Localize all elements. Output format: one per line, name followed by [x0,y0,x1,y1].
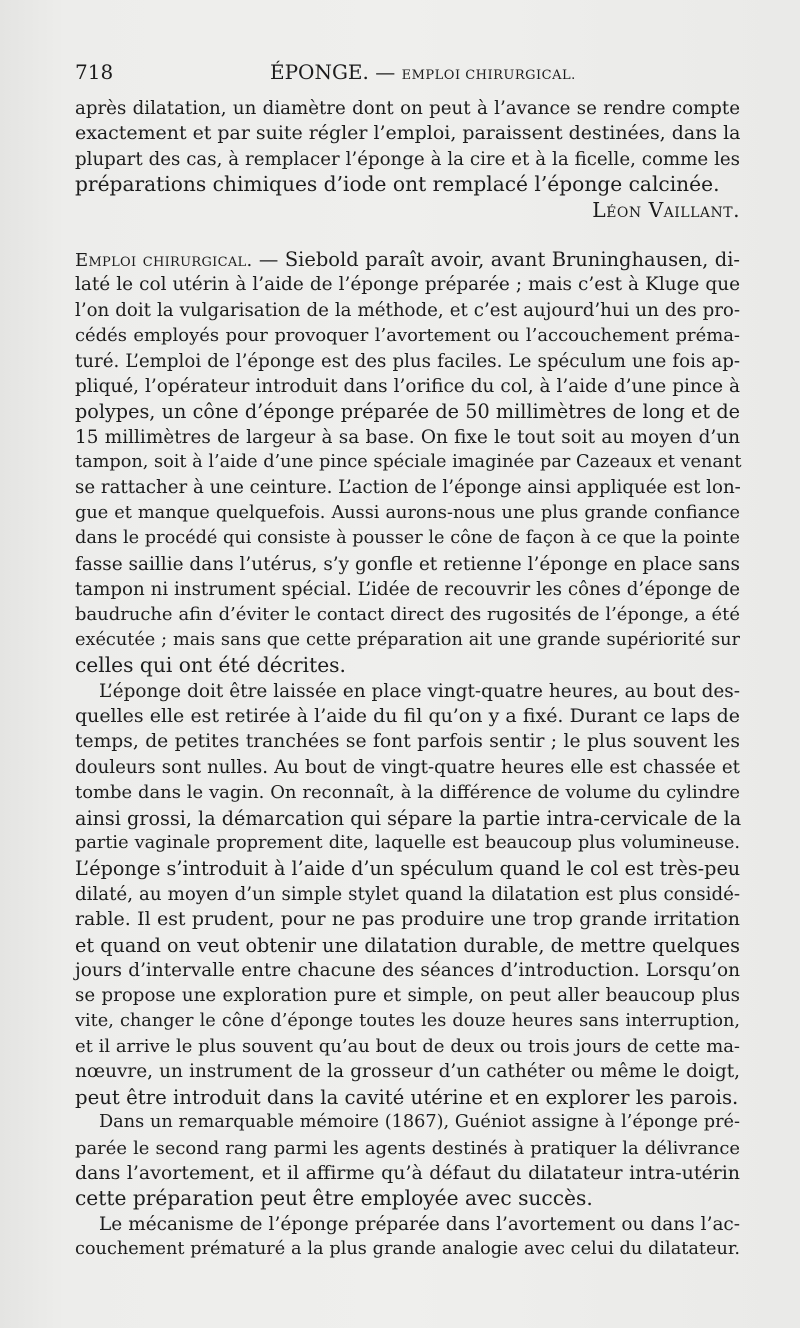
text-line: celles qui ont été décrites. [75,653,346,678]
text-line: vite, changer le cône d’éponge toutes les douze heures sans interruption, [75,1010,740,1031]
text-line: Dans un remarquable mémoire (1867), Guéniot assigne à l’éponge pré- [99,1112,740,1133]
text-line: plupart des cas, à remplacer l’éponge à la cire et à la ficelle, comme les [75,148,740,170]
text-line: peut être introduit dans la cavité utérine et en explorer les parois. [75,1085,739,1109]
paragraph-5 [75,1212,740,1263]
text-line [75,247,740,272]
text-line: tampon, soit à l’aide d’une pince spéciale imaginée par Cazeaux et venant [75,452,742,473]
text-line: tombe dans le vagin. On reconnaît, à la différence de volume du cylindre [75,782,740,804]
running-title [270,60,576,84]
text-line: et quand on veut obtenir une dilatation durable, de mettre quelques [75,933,740,957]
text-line: L’éponge s’introduit à l’aide d’un spéculum quand le col est très-peu [75,857,741,881]
body-text [75,96,740,1263]
text-line: L’éponge doit être laissée en place vingt-quatre heures, au bout des- [99,680,740,702]
text-line: baudruche afin d’éviter le contact direct des rugosités de l’éponge, a été [75,604,740,626]
text-line: après dilatation, un diamètre dont on peut à l’avance se rendre compte [75,98,740,119]
author-signature: Léon Vaillant. [592,197,740,222]
page-number: 718 [75,60,114,84]
text-line: laté le col utérin à l’aide de l’éponge préparée ; mais c’est à Kluge que [75,274,740,296]
text-line: préparations chimiques d’iode ont remplacé l’éponge calcinée. [75,172,720,197]
text-line: turé. L’emploi de l’éponge est des plus faciles. Le spéculum une fois ap- [75,350,740,372]
text-line: dans l’avortement, et il affirme qu’à défaut du dilatateur intra-utérin [75,1162,740,1185]
text-line: gue et manque quelquefois. Aussi aurons-nous une plus grande confiance [75,502,740,523]
text-line: temps, de petites tranchées se font parfois sentir ; le plus souvent les [75,731,740,753]
text-line: jours d’intervalle entre chacune des séances d’introduction. Lorsqu’on [75,959,740,981]
paragraph-4 [75,1110,740,1212]
text-line: cette préparation peut être employée avec succès. [75,1186,593,1211]
text-line: quelles elle est retirée à l’aide du fil qu’on y a fixé. Durant ce laps de [75,704,740,727]
text-line: dans le procédé qui consiste à pousser le cône de façon à ce que la pointe [75,528,740,549]
text-line: polypes, un cône d’éponge préparée de 50 millimètres de long et de [75,400,740,424]
text-line: fasse saillie dans l’utérus, s’y gonfle et retienne l’éponge en place sans [75,553,740,575]
text-line: douleurs sont nulles. Au bout de vingt-quatre heures elle est chassée et [75,756,740,778]
text-line-rest: — Siebold paraît avoir, avant Bruninghausen, di- [252,247,740,271]
text-line: se rattacher à une ceinture. L’action de l’éponge ainsi appliquée est lon- [75,477,741,499]
text-line: l’on doit la vulgarisation de la méthode, et c’est aujourd’hui un des pro- [75,299,740,321]
text-line: parée le second rang parmi les agents destinés à pratiquer la délivrance [75,1137,740,1159]
running-header [75,60,740,90]
text-line: exactement et par suite régler l’emploi, paraissent destinées, dans la [75,122,741,145]
text-line: partie vaginale proprement dite, laquelle est beaucoup plus volumineuse. [75,832,740,853]
running-title-main: ÉPONGE. — [270,60,396,84]
paragraph-3 [75,679,740,1111]
text-line: rable. Il est prudent, pour ne pas produire une trop grande irritation [75,908,740,931]
text-line: exécutée ; mais sans que cette préparation ait une grande supériorité sur [75,629,740,650]
text-line: Le mécanisme de l’éponge préparée dans l’avortement ou dans l’ac- [99,1213,740,1235]
section-gap [75,223,740,247]
paragraph-2 [75,247,740,679]
text-line: ainsi grossi, la démarcation qui sépare la partie intra-cervicale de la [75,806,742,830]
text-line: 15 millimètres de largeur à sa base. On fixe le tout soit au moyen d’un [75,426,740,448]
text-line: cédés employés pour provoquer l’avortement ou l’accouchement préma- [75,325,740,347]
text-line: pliqué, l’opérateur introduit dans l’orifice du col, à l’aide d’une pince à [75,375,740,397]
text-line: se propose une exploration pure et simple, on peut aller beaucoup plus [75,985,740,1007]
text-line: et il arrive le plus souvent qu’au bout de deux ou trois jours de cette ma- [75,1036,740,1058]
text-line: nœuvre, un instrument de la grosseur d’un cathéter ou même le doigt, [75,1061,740,1083]
section-runin-heading: Emploi chirurgical. [75,249,253,271]
text-line: tampon ni instrument spécial. L’idée de recouvrir les cônes d’éponge de [75,579,740,601]
paragraph-1 [75,96,740,223]
text-line: dilaté, au moyen d’un simple stylet quand la dilatation est plus considé- [75,883,740,905]
running-title-section: EMPLOI CHIRURGICAL. [401,68,576,83]
text-line: couchement prématuré a la plus grande analogie avec celui du dilatateur. [75,1239,740,1260]
